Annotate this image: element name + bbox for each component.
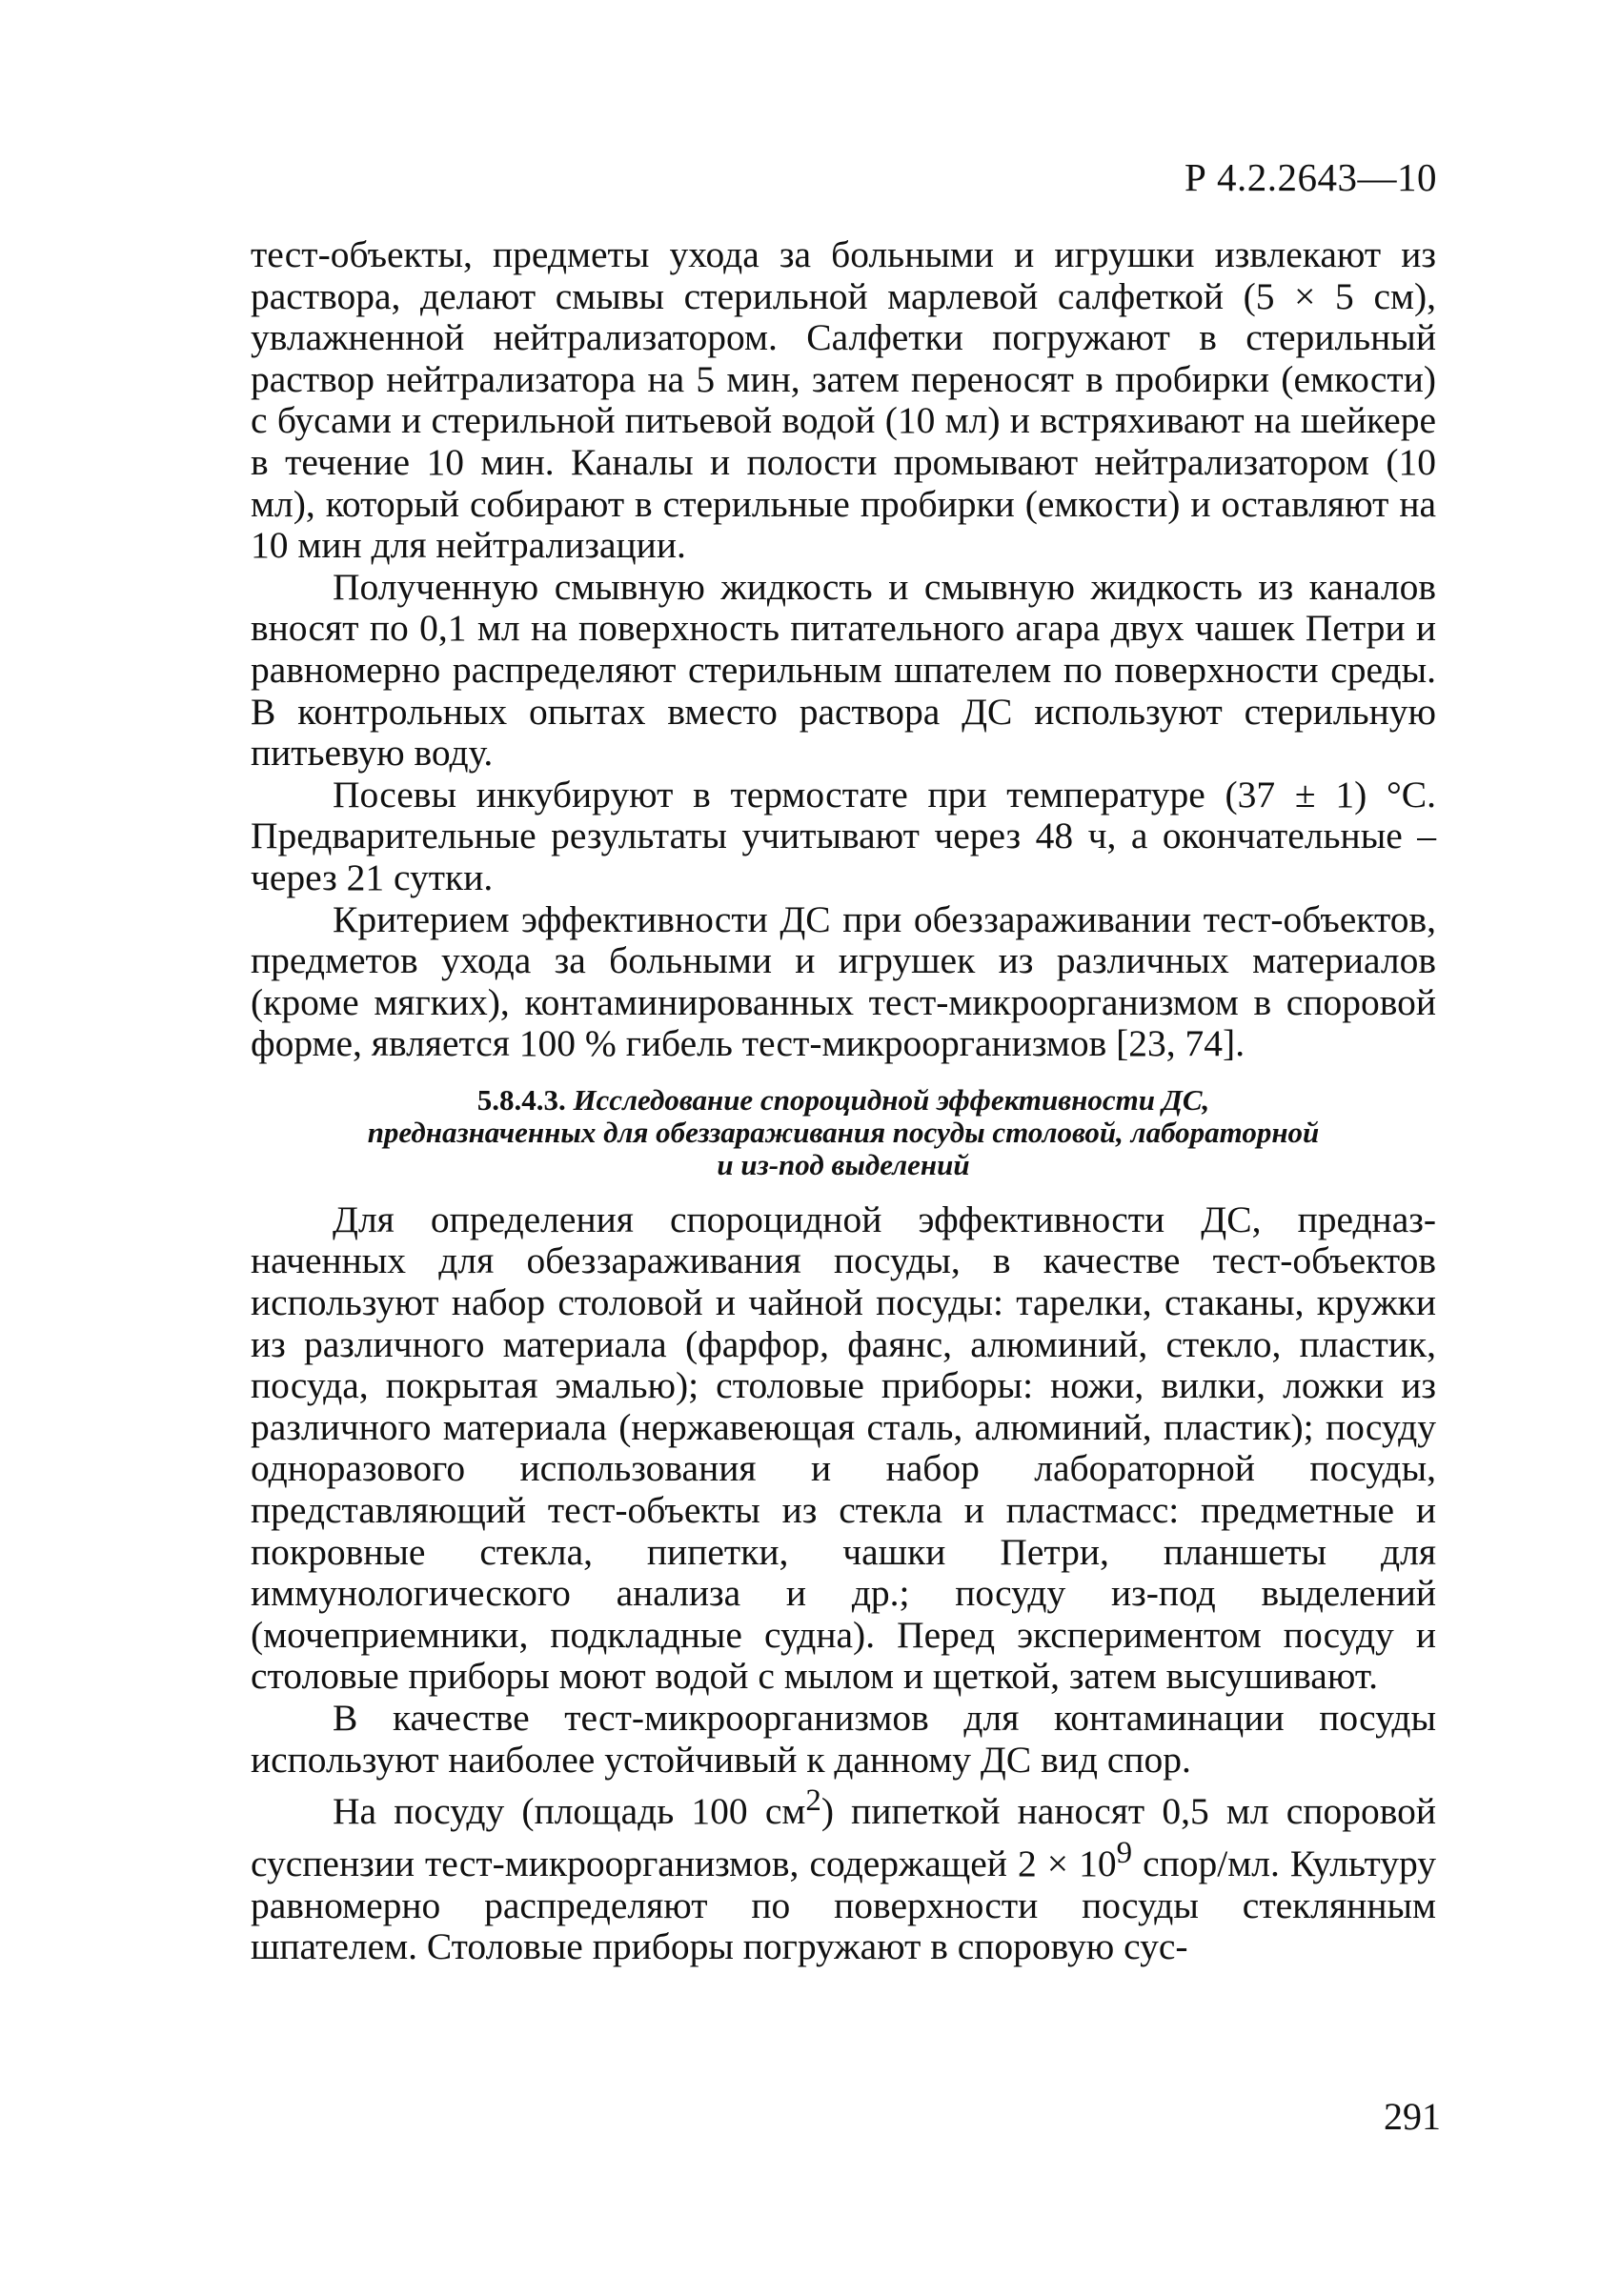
paragraph-1: тест-объекты, предметы ухода за больными и игрушки извлекают из раствора, делают смывы стерильной марлевой салфеткой (5 × 5 см), увлажненной нейтрализатором. Салфетки погружают в стерильный раствор нейтрализатора на 5 мин, затем переносят в пробирки (емкости) с бусами и стерильной питьевой водой (10 мл) и встряхивают на шейкере в течение 10 мин. Каналы и полости промывают нейтрализатором (10 мл), который собирают в стерильные пробирки (емкости) и оставляют на 10 мин для нейтрализации. [251, 233, 1436, 567]
paragraph-7-text-a: На посуду (площадь 100 см [333, 1790, 806, 1833]
paragraph-4: Критерием эффективности ДС при обеззараживании тест-объектов, предметов ухода за больными и игрушек из различных материалов (кроме мягких), контаминированных тест-микроорганизмом в споровой форме, является 100 % гибель тест-микроорганизмов [23, 74]. [251, 897, 1436, 1065]
paragraph-2: Полученную смывную жидкость и смывную жидкость из каналов вносят по 0,1 мл на поверхность питательного агара двух чашек Петри и равномерно распределяют стерильным шпателем по поверхности среды. В контрольных опытах вместо раствора ДС используют стерильную питьевую воду. [251, 565, 1436, 775]
paragraph-5: Для определения спороцидной эффективности ДС, предназначенных для обеззараживания посуды, в качестве тест-объектов используют набор столовой и чайной посуды: тарелки, стаканы, кружки из различного материала (фарфор, фаянс, алюминий, стекло, пластик, посуда, покрытая эмалью); столовые приборы: ножи, вилки, ложки из различного материала (нержавеющая сталь, алюминий, пластик); посуду одноразового использования и набор лабораторной посуды, представляющий тест-объекты из стекла и пластмасс: предметные и покровные стекла, пипетки, чашки Петри, планшеты для иммунологического анализа и др.; посуду из-под выделений (мочеприемники, подкладные судна). Перед экспериментом посуду и столовые приборы моют водой с мылом и щеткой, затем высушивают. [251, 1198, 1436, 1698]
section-title-line-2: предназначенных для обеззараживания посуды столовой, лабораторной [367, 1115, 1320, 1149]
superscript-square: 2 [805, 1783, 821, 1819]
section-title-line-1: Исследование спороцидной эффективности ДС, [573, 1082, 1210, 1117]
paragraph-7-text-c: спор/мл. Культуру равномерно распределяют по поверхности посуды стеклянным шпателем. Столовые приборы погружают в споровую сус- [251, 1843, 1437, 1968]
section-title-line-3: и из-под выделений [717, 1147, 970, 1181]
document-code: Р 4.2.2643—10 [1184, 155, 1437, 199]
paragraph-7 [251, 1781, 1436, 1968]
paragraph-3: Посевы инкубируют в термостате при температуре (37 ± 1) °С. Предварительные результаты учитывают через 48 ч, а окончательные – через 21 сутки. [251, 773, 1436, 898]
section-heading [251, 1084, 1436, 1181]
body-text [251, 234, 1436, 1968]
superscript-exponent: 9 [1116, 1835, 1133, 1870]
paragraph-7-text-b: ) пипеткой наносят 0,5 мл споровой суспензии тест-микроорганизмов, содержащей 2 × 10 [251, 1790, 1436, 1885]
section-number: 5.8.4.3. [476, 1082, 566, 1117]
paragraph-6: В качестве тест-микроорганизмов для контаминации посуды используют наиболее устойчивый к данному ДС вид спор. [251, 1697, 1436, 1781]
page-number: 291 [1384, 2095, 1441, 2138]
